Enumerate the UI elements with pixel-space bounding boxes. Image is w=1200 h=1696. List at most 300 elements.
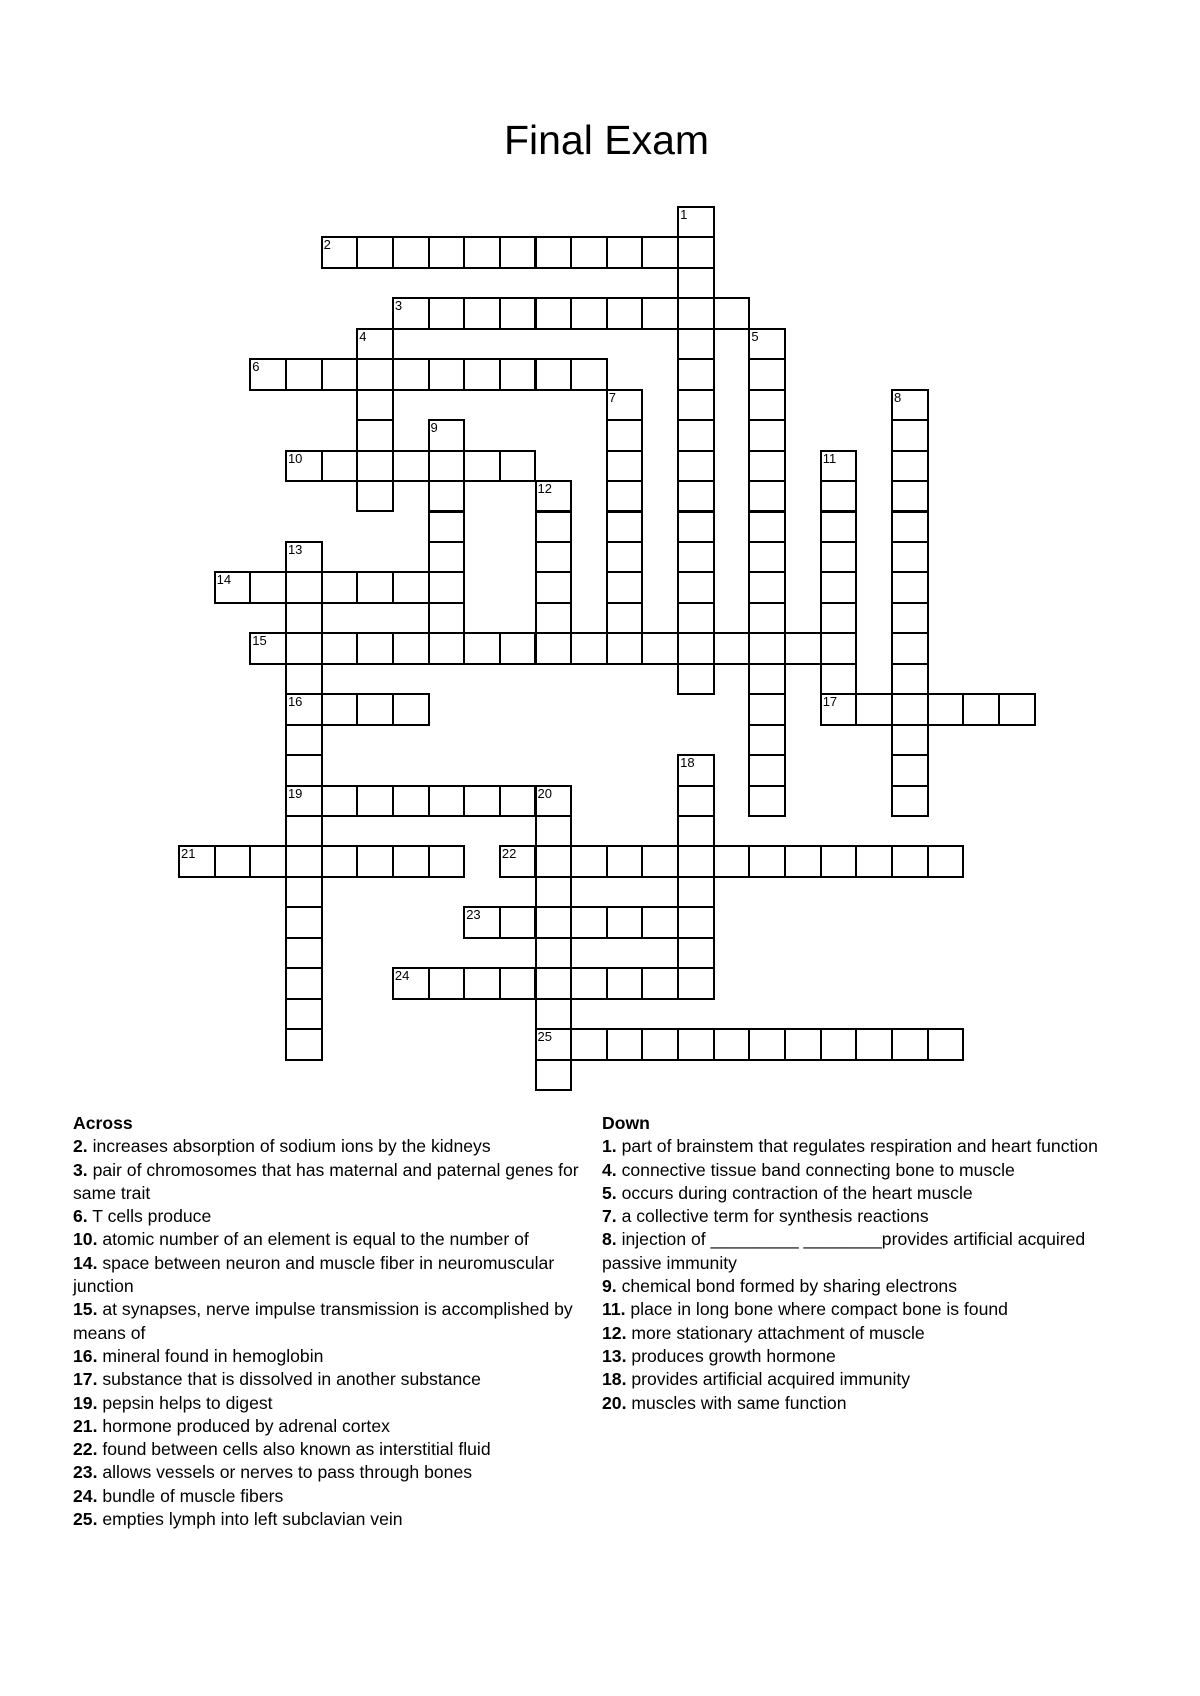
grid-cell[interactable] — [748, 663, 786, 695]
grid-cell[interactable] — [535, 785, 573, 817]
clue — [602, 1322, 1122, 1345]
grid-cell[interactable] — [748, 511, 786, 543]
grid-cell[interactable] — [641, 845, 679, 877]
grid-cell[interactable] — [748, 328, 786, 360]
grid-cell[interactable] — [499, 906, 537, 938]
grid-cell[interactable] — [820, 632, 858, 664]
grid-cell[interactable] — [321, 693, 359, 725]
grid-cell[interactable] — [820, 541, 858, 573]
grid-cell[interactable] — [641, 632, 679, 664]
grid-cell[interactable] — [677, 663, 715, 695]
grid-cell[interactable] — [285, 754, 323, 786]
clue-number: 11. — [602, 1299, 626, 1320]
grid-cell[interactable] — [927, 845, 965, 877]
cell-number: 2 — [323, 237, 331, 253]
grid-cell[interactable] — [428, 480, 466, 512]
grid-cell[interactable] — [321, 632, 359, 664]
grid-cell[interactable] — [891, 1028, 929, 1060]
grid-cell[interactable] — [392, 236, 430, 268]
clue-number: 19. — [73, 1392, 98, 1413]
grid-cell[interactable] — [463, 236, 501, 268]
across-clue-list — [73, 1135, 608, 1531]
grid-cell[interactable] — [891, 632, 929, 664]
grid-cell[interactable] — [535, 358, 573, 390]
grid-cell[interactable] — [891, 602, 929, 634]
grid-cell[interactable] — [606, 906, 644, 938]
grid-cell[interactable] — [891, 845, 929, 877]
grid-cell[interactable] — [641, 906, 679, 938]
grid-cell[interactable] — [570, 967, 608, 999]
cell-number: 17 — [822, 694, 838, 710]
grid-cell[interactable] — [748, 785, 786, 817]
grid-cell[interactable] — [748, 450, 786, 482]
cell-number: 3 — [394, 298, 403, 314]
grid-cell[interactable] — [321, 785, 359, 817]
grid-cell[interactable] — [392, 450, 430, 482]
grid-cell[interactable] — [677, 389, 715, 421]
grid-cell[interactable] — [535, 632, 573, 664]
clue-text: mineral found in hemoglobin — [102, 1345, 324, 1366]
grid-cell[interactable] — [820, 693, 858, 725]
clue — [73, 1415, 608, 1438]
grid-cell[interactable] — [392, 693, 430, 725]
grid-cell[interactable] — [606, 236, 644, 268]
clue — [73, 1485, 608, 1508]
grid-cell[interactable] — [428, 541, 466, 573]
grid-cell[interactable] — [356, 389, 394, 421]
grid-cell[interactable] — [428, 511, 466, 543]
clue — [602, 1275, 1122, 1298]
grid-cell[interactable] — [606, 450, 644, 482]
clue — [602, 1392, 1122, 1415]
grid-cell[interactable] — [606, 297, 644, 329]
grid-cell[interactable] — [748, 845, 786, 877]
clue-text: hormone produced by adrenal cortex — [102, 1415, 390, 1436]
grid-cell[interactable] — [820, 1028, 858, 1060]
grid-cell[interactable] — [677, 541, 715, 573]
grid-cell[interactable] — [641, 1028, 679, 1060]
grid-cell[interactable] — [214, 571, 252, 603]
grid-cell[interactable] — [356, 480, 394, 512]
grid-cell[interactable] — [891, 511, 929, 543]
grid-cell[interactable] — [677, 937, 715, 969]
clue — [73, 1205, 608, 1228]
grid-cell[interactable] — [677, 358, 715, 390]
grid-cell[interactable] — [535, 480, 573, 512]
grid-cell[interactable] — [641, 297, 679, 329]
grid-cell[interactable] — [356, 785, 394, 817]
grid-cell[interactable] — [392, 785, 430, 817]
clue — [602, 1205, 1122, 1228]
grid-cell[interactable] — [820, 480, 858, 512]
grid-cell[interactable] — [677, 571, 715, 603]
cell-number: 5 — [751, 328, 759, 344]
grid-cell[interactable] — [677, 236, 715, 268]
clue — [73, 1392, 608, 1415]
grid-cell[interactable] — [535, 967, 573, 999]
grid-cell[interactable] — [499, 632, 537, 664]
grid-cell[interactable] — [356, 632, 394, 664]
grid-cell[interactable] — [535, 906, 573, 938]
grid-cell[interactable] — [748, 1028, 786, 1060]
grid-cell[interactable] — [499, 785, 537, 817]
grid-cell[interactable] — [748, 571, 786, 603]
grid-cell[interactable] — [535, 815, 573, 847]
down-clue-list — [602, 1135, 1122, 1415]
grid-cell[interactable] — [392, 571, 430, 603]
grid-cell[interactable] — [535, 541, 573, 573]
grid-cell[interactable] — [606, 480, 644, 512]
clue — [602, 1228, 1122, 1275]
grid-cell[interactable] — [249, 358, 287, 390]
grid-cell[interactable] — [606, 602, 644, 634]
clue-text: substance that is dissolved in another substance — [102, 1369, 481, 1390]
grid-cell[interactable] — [428, 845, 466, 877]
grid-cell[interactable] — [820, 663, 858, 695]
grid-cell[interactable] — [356, 236, 394, 268]
clue-number: 13. — [602, 1345, 627, 1366]
cell-number: 21 — [181, 846, 196, 862]
grid-cell[interactable] — [285, 541, 323, 573]
clue — [73, 1438, 608, 1461]
grid-cell[interactable] — [214, 845, 252, 877]
grid-cell[interactable] — [463, 450, 501, 482]
grid-cell[interactable] — [321, 358, 359, 390]
grid-cell[interactable] — [677, 845, 715, 877]
across-heading: Across — [73, 1113, 133, 1133]
grid-cell[interactable] — [392, 358, 430, 390]
grid-cell[interactable] — [820, 845, 858, 877]
grid-cell[interactable] — [677, 815, 715, 847]
clue-text: atomic number of an element is equal to the number of — [102, 1229, 529, 1250]
grid-cell[interactable] — [891, 663, 929, 695]
grid-cell[interactable] — [428, 602, 466, 634]
grid-cell[interactable] — [570, 236, 608, 268]
grid-cell[interactable] — [820, 450, 858, 482]
grid-cell[interactable] — [820, 571, 858, 603]
cell-number: 15 — [252, 633, 267, 649]
grid-cell[interactable] — [535, 602, 573, 634]
grid-cell[interactable] — [713, 845, 751, 877]
grid-cell[interactable] — [356, 693, 394, 725]
clue-number: 8. — [602, 1229, 617, 1250]
grid-cell[interactable] — [713, 297, 751, 329]
grid-cell[interactable] — [356, 419, 394, 451]
grid-cell[interactable] — [927, 1028, 965, 1060]
grid-cell[interactable] — [428, 297, 466, 329]
grid-cell[interactable] — [285, 602, 323, 634]
clue-text: produces growth hormone — [631, 1345, 836, 1366]
grid-cell[interactable] — [677, 511, 715, 543]
clue-text: allows vessels or nerves to pass through bones — [102, 1462, 473, 1483]
grid-cell[interactable] — [677, 967, 715, 999]
grid-cell[interactable] — [677, 632, 715, 664]
grid-cell[interactable] — [499, 967, 537, 999]
clue-text: occurs during contraction of the heart muscle — [621, 1182, 973, 1203]
grid-cell[interactable] — [891, 724, 929, 756]
grid-cell[interactable] — [499, 358, 537, 390]
grid-cell[interactable] — [463, 906, 501, 938]
grid-cell[interactable] — [499, 297, 537, 329]
grid-cell[interactable] — [249, 632, 287, 664]
grid-cell[interactable] — [535, 937, 573, 969]
grid-cell[interactable] — [535, 511, 573, 543]
grid-cell[interactable] — [641, 967, 679, 999]
grid-cell[interactable] — [392, 967, 430, 999]
grid-cell[interactable] — [463, 785, 501, 817]
grid-cell[interactable] — [606, 1028, 644, 1060]
grid-cell[interactable] — [606, 541, 644, 573]
grid-cell[interactable] — [285, 876, 323, 908]
grid-cell[interactable] — [891, 480, 929, 512]
grid-cell[interactable] — [677, 297, 715, 329]
grid-cell[interactable] — [321, 450, 359, 482]
grid-cell[interactable] — [677, 876, 715, 908]
grid-cell[interactable] — [428, 967, 466, 999]
grid-cell[interactable] — [285, 663, 323, 695]
clue-number: 10. — [73, 1229, 98, 1250]
grid-cell[interactable] — [249, 845, 287, 877]
grid-cell[interactable] — [285, 1028, 323, 1060]
clue — [602, 1298, 1122, 1321]
cell-number: 4 — [359, 328, 367, 344]
grid-cell[interactable] — [677, 754, 715, 786]
grid-cell[interactable] — [535, 1059, 573, 1091]
grid-cell[interactable] — [677, 480, 715, 512]
grid-cell[interactable] — [428, 236, 466, 268]
grid-cell[interactable] — [285, 571, 323, 603]
grid-cell[interactable] — [891, 419, 929, 451]
grid-cell[interactable] — [463, 967, 501, 999]
grid-cell[interactable] — [748, 541, 786, 573]
clue-text: found between cells also known as interstitial fluid — [102, 1439, 491, 1460]
down-heading: Down — [602, 1113, 650, 1133]
grid-cell[interactable] — [606, 389, 644, 421]
grid-cell[interactable] — [855, 845, 893, 877]
grid-cell[interactable] — [428, 419, 466, 451]
clue-text: empties lymph into left subclavian vein — [102, 1509, 403, 1530]
clue-text: pepsin helps to digest — [102, 1392, 273, 1413]
clue-number: 9. — [602, 1276, 617, 1297]
grid-cell[interactable] — [820, 602, 858, 634]
clue-number: 21. — [73, 1415, 98, 1436]
grid-cell[interactable] — [428, 632, 466, 664]
grid-cell[interactable] — [891, 754, 929, 786]
grid-cell[interactable] — [570, 1028, 608, 1060]
grid-cell[interactable] — [606, 419, 644, 451]
grid-cell[interactable] — [285, 450, 323, 482]
grid-cell[interactable] — [428, 450, 466, 482]
grid-cell[interactable] — [748, 480, 786, 512]
grid-cell[interactable] — [356, 845, 394, 877]
grid-cell[interactable] — [356, 450, 394, 482]
clue-text: chemical bond formed by sharing electrons — [621, 1276, 958, 1297]
cell-number: 16 — [287, 694, 303, 710]
cell-number: 18 — [680, 755, 695, 771]
grid-cell[interactable] — [535, 571, 573, 603]
grid-cell[interactable] — [570, 297, 608, 329]
clue — [73, 1228, 608, 1251]
cell-number: 11 — [822, 450, 837, 466]
grid-cell[interactable] — [285, 693, 323, 725]
grid-cell[interactable] — [570, 358, 608, 390]
grid-cell[interactable] — [891, 541, 929, 573]
cell-number: 14 — [216, 572, 232, 588]
clue-number: 15. — [73, 1299, 98, 1320]
cell-number: 25 — [537, 1029, 552, 1045]
grid-cell[interactable] — [998, 693, 1036, 725]
grid-cell[interactable] — [535, 876, 573, 908]
grid-cell[interactable] — [606, 632, 644, 664]
grid-cell[interactable] — [285, 937, 323, 969]
clue-number: 18. — [602, 1369, 627, 1390]
grid-cell[interactable] — [285, 632, 323, 664]
cell-number: 19 — [287, 785, 303, 801]
cell-number: 6 — [252, 359, 260, 375]
grid-cell[interactable] — [535, 297, 573, 329]
grid-cell[interactable] — [784, 845, 822, 877]
grid-cell[interactable] — [677, 450, 715, 482]
grid-cell[interactable] — [356, 571, 394, 603]
clue-number: 14. — [73, 1252, 98, 1273]
grid-cell[interactable] — [463, 632, 501, 664]
grid-cell[interactable] — [499, 236, 537, 268]
grid-cell[interactable] — [285, 845, 323, 877]
clue — [73, 1461, 608, 1484]
grid-cell[interactable] — [428, 785, 466, 817]
grid-cell[interactable] — [428, 571, 466, 603]
grid-cell[interactable] — [178, 845, 216, 877]
grid-cell[interactable] — [677, 602, 715, 634]
grid-cell[interactable] — [249, 571, 287, 603]
clue-text: connective tissue band connecting bone to muscle — [621, 1159, 1015, 1180]
grid-cell[interactable] — [499, 845, 537, 877]
clue-number: 17. — [73, 1369, 98, 1390]
grid-cell[interactable] — [535, 845, 573, 877]
grid-cell[interactable] — [606, 571, 644, 603]
clue-text: muscles with same function — [631, 1392, 847, 1413]
grid-cell[interactable] — [535, 236, 573, 268]
cell-number: 7 — [608, 389, 617, 405]
grid-cell[interactable] — [891, 693, 929, 725]
grid-cell[interactable] — [677, 1028, 715, 1060]
grid-cell[interactable] — [748, 632, 786, 664]
clue-number: 4. — [602, 1159, 617, 1180]
grid-cell[interactable] — [356, 358, 394, 390]
grid-cell[interactable] — [855, 693, 893, 725]
grid-cell[interactable] — [285, 815, 323, 847]
clue-number: 16. — [73, 1345, 98, 1366]
clue-number: 7. — [602, 1206, 617, 1227]
grid-cell[interactable] — [855, 1028, 893, 1060]
grid-cell[interactable] — [285, 906, 323, 938]
clue — [602, 1159, 1122, 1182]
cell-number: 20 — [537, 785, 552, 801]
clue — [602, 1345, 1122, 1368]
grid-cell[interactable] — [784, 1028, 822, 1060]
grid-cell[interactable] — [748, 724, 786, 756]
clue-text: provides artificial acquired immunity — [631, 1369, 911, 1390]
grid-cell[interactable] — [463, 358, 501, 390]
grid-cell[interactable] — [285, 785, 323, 817]
grid-cell[interactable] — [285, 358, 323, 390]
grid-cell[interactable] — [535, 998, 573, 1030]
grid-cell[interactable] — [677, 419, 715, 451]
grid-cell[interactable] — [570, 632, 608, 664]
grid-cell[interactable] — [748, 693, 786, 725]
clue — [73, 1345, 608, 1368]
grid-cell[interactable] — [356, 328, 394, 360]
grid-cell[interactable] — [677, 206, 715, 238]
grid-cell[interactable] — [713, 1028, 751, 1060]
grid-cell[interactable] — [677, 785, 715, 817]
grid-cell[interactable] — [285, 998, 323, 1030]
grid-cell[interactable] — [321, 845, 359, 877]
clue-number: 24. — [73, 1485, 98, 1506]
grid-cell[interactable] — [428, 358, 466, 390]
grid-cell[interactable] — [606, 511, 644, 543]
clue — [73, 1159, 608, 1206]
grid-cell[interactable] — [713, 632, 751, 664]
grid-cell[interactable] — [748, 754, 786, 786]
grid-cell[interactable] — [321, 236, 359, 268]
grid-cell[interactable] — [677, 267, 715, 299]
grid-cell[interactable] — [606, 845, 644, 877]
grid-cell[interactable] — [606, 967, 644, 999]
grid-cell[interactable] — [463, 297, 501, 329]
grid-cell[interactable] — [927, 693, 965, 725]
cell-number: 24 — [394, 968, 410, 984]
cell-number: 10 — [287, 450, 303, 466]
grid-cell[interactable] — [392, 632, 430, 664]
cell-number: 1 — [680, 207, 688, 222]
grid-cell[interactable] — [891, 571, 929, 603]
grid-cell[interactable] — [499, 450, 537, 482]
grid-cell[interactable] — [535, 1028, 573, 1060]
clue-number: 6. — [73, 1206, 88, 1227]
clue — [602, 1182, 1122, 1205]
clue-text: more stationary attachment of muscle — [631, 1322, 925, 1343]
grid-cell[interactable] — [321, 571, 359, 603]
grid-cell[interactable] — [641, 236, 679, 268]
grid-cell[interactable] — [962, 693, 1000, 725]
grid-cell[interactable] — [285, 724, 323, 756]
grid-cell[interactable] — [748, 419, 786, 451]
grid-cell[interactable] — [748, 358, 786, 390]
clue-text: place in long bone where compact bone is found — [630, 1299, 1008, 1320]
clue — [73, 1508, 608, 1531]
grid-cell[interactable] — [285, 967, 323, 999]
grid-cell[interactable] — [748, 602, 786, 634]
grid-cell[interactable] — [677, 328, 715, 360]
grid-cell[interactable] — [392, 845, 430, 877]
grid-cell[interactable] — [677, 906, 715, 938]
clue-number: 20. — [602, 1392, 627, 1413]
grid-cell[interactable] — [784, 632, 822, 664]
grid-cell[interactable] — [392, 297, 430, 329]
across-clues — [73, 1112, 608, 1531]
clue — [73, 1368, 608, 1391]
grid-cell[interactable] — [891, 450, 929, 482]
grid-cell[interactable] — [570, 845, 608, 877]
down-clues — [602, 1112, 1122, 1415]
grid-cell[interactable] — [891, 785, 929, 817]
grid-cell[interactable] — [570, 906, 608, 938]
clue-number: 2. — [73, 1136, 88, 1157]
grid-cell[interactable] — [748, 389, 786, 421]
grid-cell[interactable] — [820, 511, 858, 543]
grid-cell[interactable] — [891, 389, 929, 421]
